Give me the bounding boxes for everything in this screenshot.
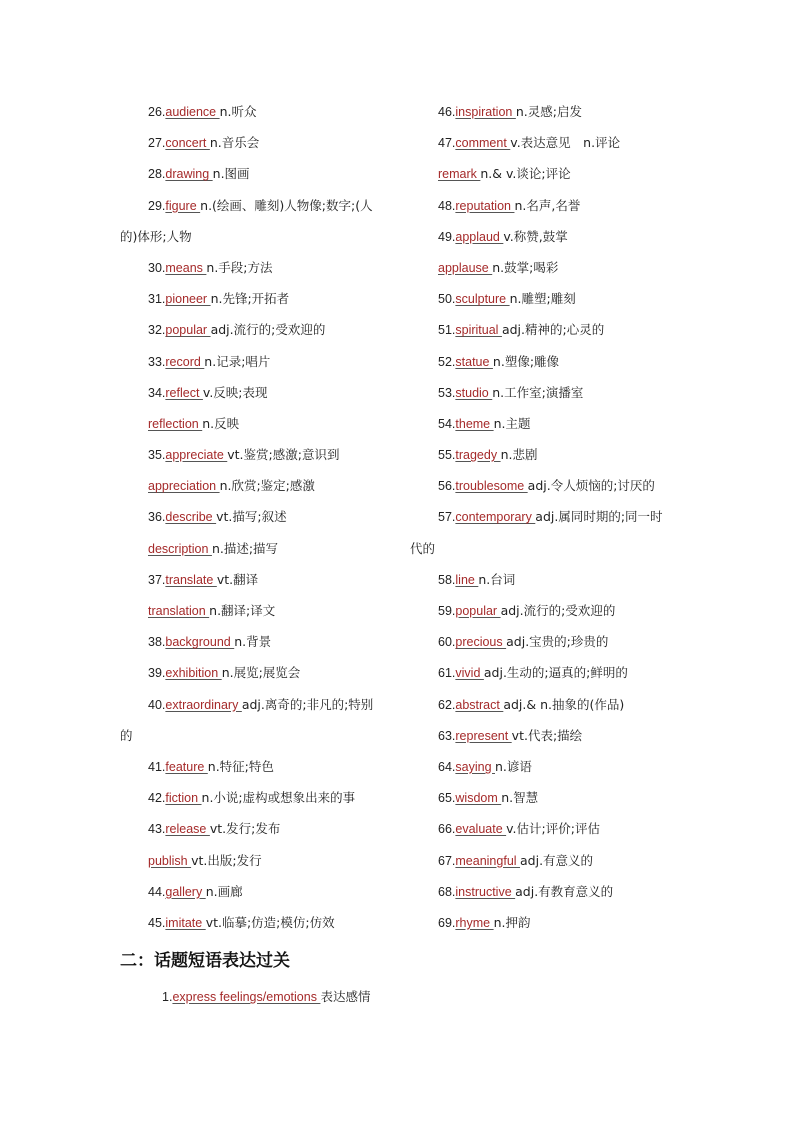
entry-definition: n.塑像;雕像 [492,353,560,369]
entry-number: 56. [438,479,456,494]
entry-number: 29. [148,198,166,213]
entry-word: applaud [455,229,504,244]
vocab-entry [410,194,690,225]
vocab-entry [410,287,690,318]
entry-number: 54. [438,416,456,431]
entry-definition: adj.精神的;心灵的 [501,322,605,338]
vocab-entry [120,817,400,848]
entry-number: 47. [438,136,456,151]
section-heading: 二：话题短语表达过关 [120,951,290,971]
entry-number: 44. [148,884,166,899]
vocab-entry [120,100,400,131]
entry-number: 57. [438,510,456,525]
vocab-entry [120,880,400,911]
vocab-entry [120,505,400,536]
phrase-answer: express feelings/emotions [172,990,321,1004]
entry-number: 34. [148,385,166,400]
entry-number: 58. [438,572,456,587]
entry-number: 68. [438,884,456,899]
entry-definition: vt.临摹;仿造;模仿;仿效 [205,914,335,930]
vocab-entry [410,661,690,692]
entry-number: 46. [438,105,456,119]
vocab-entry [120,225,400,256]
entry-word: abstract [455,697,504,712]
entry-definition: adj.离奇的;非凡的;特别 [241,696,374,712]
phrase-number: 1. [162,990,173,1004]
entry-definition: adj.有教育意义的 [515,883,614,899]
entry-word: troublesome [455,479,528,494]
entry-word: description [148,541,212,556]
entry-word: comment [455,136,511,151]
entry-number: 33. [148,354,166,369]
vocab-entry [120,630,400,661]
left-vocab-column [120,100,400,942]
entry-word: record [165,354,205,369]
entry-number: 31. [148,292,166,307]
entry-definition: n.谚语 [495,758,532,774]
entry-definition: v.表达意见 n.评论 [510,135,621,151]
vocab-entry [410,880,690,911]
entry-number: 41. [148,759,166,774]
entry-word: precious [455,635,507,650]
entry-word: fiction [165,791,202,806]
vocab-entry [120,381,400,412]
entry-word: appreciate [165,448,228,463]
entry-word: evaluate [455,822,507,837]
entry-definition: n.灵感;启发 [515,104,582,119]
entry-definition: n.手段;方法 [206,259,273,275]
vocab-entry [410,693,690,724]
vocab-entry [120,568,400,599]
vocab-entry [410,350,690,381]
entry-definition: n.名声,名誉 [514,197,581,213]
entry-word: means [165,260,207,275]
vocab-entry [410,817,690,848]
entry-word: popular [455,604,501,618]
vocab-entry [120,287,400,318]
entry-definition: n.听众 [219,104,257,119]
entry-word: rhyme [455,915,494,930]
entry-word: exhibition [165,666,222,681]
entry-definition: n.翻译;译文 [209,603,276,618]
entry-word: release [165,822,210,837]
entry-number: 61. [438,666,456,681]
entry-definition: 的 [120,727,133,743]
entry-number: 64. [438,759,456,774]
vocab-entry [120,474,400,505]
entry-definition: n.展览;展览会 [221,665,301,681]
entry-word: studio [455,385,493,400]
entry-number: 39. [148,666,166,681]
entry-word: translation [148,604,210,618]
entry-number: 26. [148,105,166,119]
vocab-entry [120,599,400,630]
entry-definition: vt.发行;发布 [209,821,281,837]
entry-number: 55. [438,448,456,463]
entry-number: 66. [438,822,456,837]
entry-word: extraordinary [165,697,242,712]
entry-word: feature [165,759,208,774]
entry-word: meaningful [455,853,521,868]
entry-number: 59. [438,604,456,618]
entry-number: 67. [438,853,456,868]
entry-definition: n.鼓掌;喝彩 [492,259,559,275]
vocab-entry [410,162,690,193]
entry-word: spiritual [455,323,502,338]
vocab-entry [410,381,690,412]
vocab-entry [120,194,400,225]
phrase-item [162,985,370,1009]
vocab-entry [120,256,400,287]
entry-number: 40. [148,697,166,712]
entry-number: 62. [438,697,456,712]
entry-definition: n.图画 [212,166,250,182]
entry-word: remark [438,167,481,182]
entry-number: 32. [148,323,166,338]
vocab-entry [410,505,690,536]
entry-definition: n.台词 [478,571,516,587]
vocab-entry [410,849,690,880]
entry-word: reflection [148,416,203,431]
entry-word: publish [148,853,192,868]
vocab-entry [120,350,400,381]
entry-number: 28. [148,167,166,182]
vocab-entry [410,911,690,942]
entry-definition: n.智慧 [501,790,539,806]
entry-word: sculpture [455,292,510,307]
entry-word: saying [455,759,495,774]
vocab-entry [410,443,690,474]
vocab-entry [410,599,690,630]
entry-definition: n.画廊 [205,883,243,899]
vocab-entry [410,568,690,599]
entry-word: represent [455,728,512,743]
entry-number: 60. [438,635,456,650]
vocab-entry [410,755,690,786]
entry-word: reputation [455,198,515,213]
entry-definition: n.背景 [234,634,272,650]
vocab-entry [410,256,690,287]
vocab-entry [410,412,690,443]
entry-definition: vt.鉴赏;感激;意识到 [227,447,340,463]
entry-definition: 的)体形;人物 [120,228,192,244]
entry-definition: n.悲剧 [500,447,538,463]
entry-word: drawing [165,167,213,182]
vocab-entry [120,661,400,692]
entry-definition: adj.宝贵的;珍贵的 [506,634,609,650]
entry-definition: n.记录;唱片 [204,353,271,369]
entry-word: vivid [455,666,484,681]
entry-word: reflect [165,385,203,400]
entry-definition: adj.流行的;受欢迎的 [210,322,326,338]
entry-definition: 代的 [410,540,436,556]
vocab-entry [120,755,400,786]
entry-definition: adj.生动的;逼真的;鲜明的 [483,665,628,681]
entry-definition: n.(绘画、雕刻)人物像;数字;(人 [200,197,373,213]
entry-definition: adj.& n.抽象的(作品) [503,696,625,712]
entry-number: 50. [438,292,456,307]
entry-definition: vt.描写;叙述 [216,509,287,525]
phrase-definition: 表达感情 [320,989,371,1004]
entry-definition: n.工作室;演播室 [492,384,584,400]
entry-number: 63. [438,728,456,743]
vocab-entry [410,724,690,755]
entry-number: 65. [438,791,456,806]
vocab-entry [410,474,690,505]
vocab-entry [410,225,690,256]
entry-definition: v.反映;表现 [202,384,268,400]
entry-word: audience [165,105,220,119]
entry-definition: vt.翻译 [216,571,259,587]
entry-word: translate [165,572,217,587]
entry-word: wisdom [455,791,502,806]
entry-word: gallery [165,884,206,899]
vocab-entry [120,318,400,349]
vocab-entry [120,724,400,755]
entry-number: 52. [438,354,456,369]
entry-definition: n.先锋;开拓者 [210,291,290,307]
vocab-entry [120,849,400,880]
vocab-entry [120,162,400,193]
entry-definition: vt.出版;发行 [191,852,262,868]
entry-word: imitate [165,915,206,930]
entry-word: theme [455,416,494,431]
vocab-entry [410,318,690,349]
vocab-entry [120,911,400,942]
right-vocab-column [410,100,690,942]
entry-number: 45. [148,915,166,930]
entry-word: inspiration [455,105,516,119]
entry-number: 37. [148,572,166,587]
vocab-entry [410,630,690,661]
entry-word: applause [438,260,493,275]
entry-definition: n.小说;虚构或想象出来的事 [201,790,356,806]
entry-number: 69. [438,915,456,930]
vocab-entry [410,786,690,817]
entry-definition: n.& v.谈论;评论 [480,166,571,182]
vocab-entry [120,786,400,817]
vocab-entry [120,537,400,568]
entry-definition: n.特征;特色 [207,758,274,774]
vocab-entry [410,100,690,131]
entry-definition: v.估计;评价;评估 [506,821,600,837]
entry-number: 38. [148,635,166,650]
entry-definition: n.雕塑;雕刻 [509,291,576,307]
entry-number: 42. [148,791,166,806]
vocab-entry [120,693,400,724]
entry-number: 35. [148,448,166,463]
entry-definition: n.音乐会 [209,135,260,151]
entry-word: describe [165,510,217,525]
entry-word: tragedy [455,448,501,463]
entry-word: background [165,635,235,650]
entry-definition: n.描述;描写 [211,540,279,556]
vocab-entry [120,443,400,474]
entry-word: contemporary [455,510,536,525]
entry-definition: v.称赞,鼓掌 [503,228,568,244]
entry-definition: vt.代表;描绘 [511,727,583,743]
entry-number: 48. [438,198,456,213]
vocab-entry [410,131,690,162]
entry-definition: n.欣赏;鉴定;感激 [219,478,315,494]
entry-definition: n.押韵 [493,914,531,930]
entry-number: 51. [438,323,456,338]
vocab-entry [120,412,400,443]
entry-definition: adj.令人烦恼的;讨厌的 [527,478,655,494]
entry-word: statue [455,354,493,369]
entry-definition: n.反映 [202,415,240,431]
entry-definition: adj.有意义的 [520,852,594,868]
entry-word: appreciation [148,479,220,494]
entry-word: concert [165,136,210,151]
entry-word: popular [165,323,211,338]
entry-number: 49. [438,229,456,244]
entry-number: 36. [148,510,166,525]
entry-number: 43. [148,822,166,837]
entry-word: figure [165,198,201,213]
entry-definition: adj.属同时期的;同一时 [535,509,663,525]
vocab-entry [410,537,690,568]
entry-number: 53. [438,385,456,400]
vocab-entry [120,131,400,162]
entry-word: line [455,572,479,587]
entry-definition: adj.流行的;受欢迎的 [500,603,616,618]
entry-word: pioneer [165,292,211,307]
entry-number: 30. [148,260,166,275]
entry-word: instructive [455,884,516,899]
entry-number: 27. [148,136,166,151]
entry-definition: n.主题 [493,415,531,431]
